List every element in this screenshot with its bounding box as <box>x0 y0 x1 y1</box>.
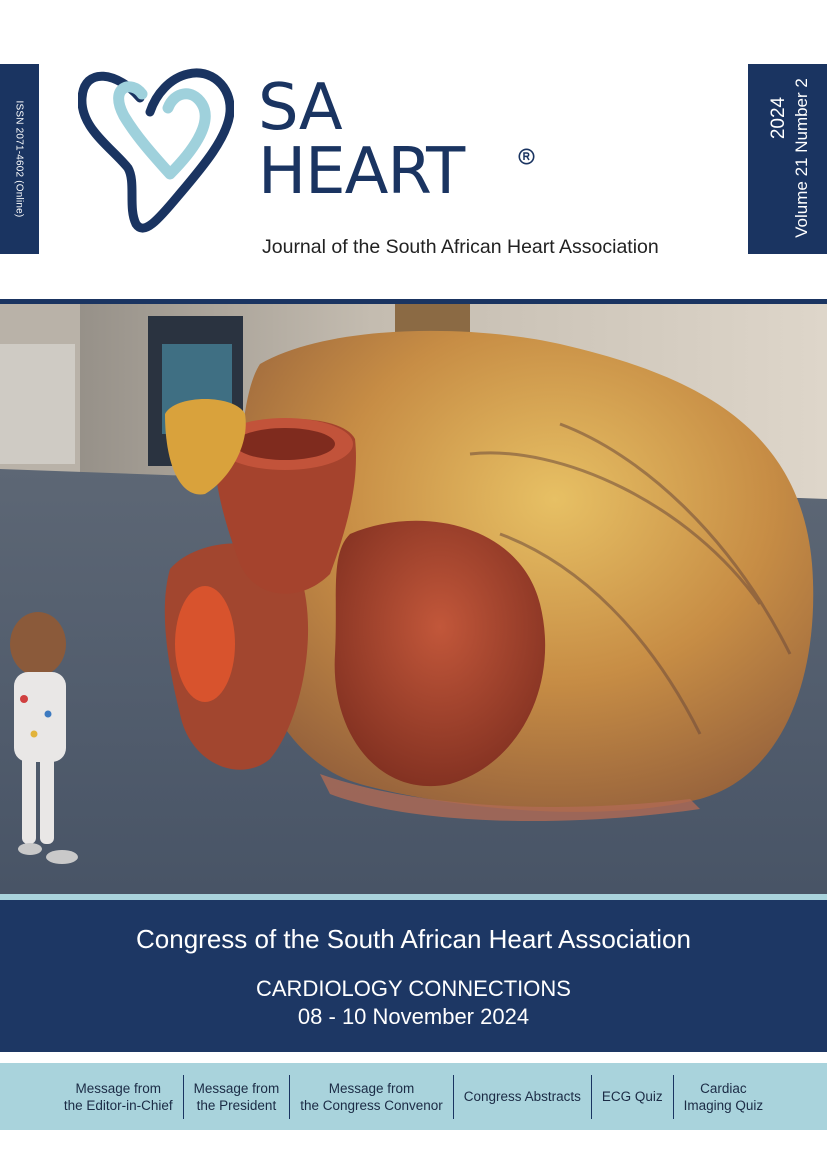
nav-imaging-quiz[interactable] <box>673 1075 774 1119</box>
nav-line: Message from <box>328 1080 415 1096</box>
nav-line: Congress Abstracts <box>463 1089 581 1104</box>
registered-mark-icon <box>518 148 535 165</box>
issn-label: ISSN 2071-4602 (Online) <box>13 100 25 218</box>
nav-line: Imaging Quiz <box>683 1097 764 1113</box>
volume-number: Volume 21 Number 2 <box>792 78 811 238</box>
congress-theme: CARDIOLOGY CONNECTIONS <box>256 976 571 1001</box>
nav-line: the Congress Convenor <box>300 1097 443 1113</box>
cover-photo <box>0 304 827 894</box>
journal-subtitle: Journal of the South African Heart Association <box>262 236 659 258</box>
nav-president-message[interactable] <box>183 1075 290 1119</box>
nav-convenor-message[interactable] <box>289 1075 453 1119</box>
contents-nav <box>0 1063 827 1130</box>
volume-year: 2024 <box>768 96 789 140</box>
volume-tab <box>748 64 827 254</box>
nav-line: the Editor-in-Chief <box>63 1097 173 1113</box>
nav-line: ECG Quiz <box>601 1089 663 1104</box>
nav-ecg-quiz[interactable] <box>591 1075 673 1119</box>
nav-line: Message from <box>75 1080 162 1096</box>
congress-banner <box>0 900 827 1052</box>
nav-line: Message from <box>193 1080 280 1096</box>
nav-editor-message[interactable] <box>54 1075 183 1119</box>
title-line-1: SA <box>258 71 342 145</box>
nav-line: the President <box>196 1097 277 1113</box>
journal-title <box>258 71 465 209</box>
title-line-2: HEART <box>258 135 465 209</box>
heart-logo-icon <box>78 64 234 234</box>
nav-line: Cardiac <box>700 1080 747 1096</box>
nav-congress-abstracts[interactable] <box>453 1075 591 1119</box>
congress-dates: 08 - 10 November 2024 <box>297 1004 530 1029</box>
congress-title: Congress of the South African Heart Association <box>136 924 691 954</box>
